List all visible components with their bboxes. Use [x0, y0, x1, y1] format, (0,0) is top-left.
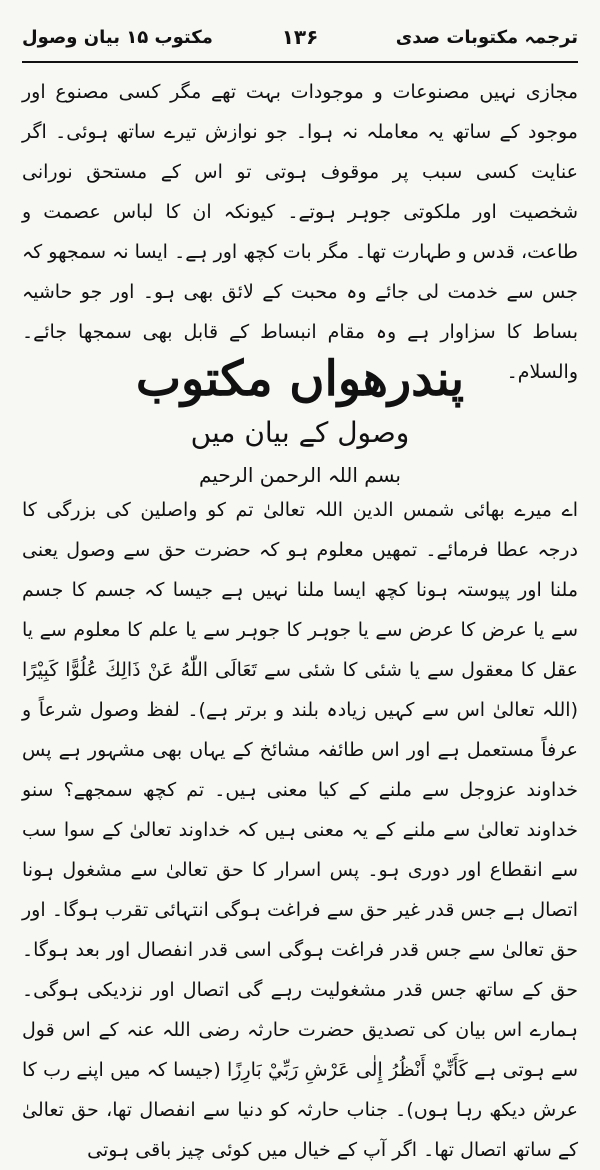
- header-rule: [22, 61, 578, 63]
- section-title: مکتوب ۱۵ بیان وصول: [22, 26, 213, 48]
- letter-subtitle: وصول کے بیان میں: [190, 416, 410, 449]
- letter-body: اے میرے بھائی شمس الدین اللہ تعالیٰ تم کو واصلین کی بزرگی کا درجہ عطا فرمائے۔ تمھیں معلوم ہو کہ حضرت حق سے وصول یعنی ملنا اور پیوستہ ہونا کچھ ایسا ملنا نہیں ہے جیسا کہ جسم کا جسم سے یا عرض کا عرض سے یا جوہر کا جوہر سے یا علم کا معلوم سے یا عقل کا معقول سے یا شئی کا شئی سے تَعَالَى اللّٰهُ عَنْ ذَالِكَ عُلُوًّا كَبِيْرًا (اللہ تعالیٰ اس سے کہیں زیادہ بلند و برتر ہے)۔ لفظ وصول شرعاً و عرفاً مستعمل ہے اور اس طائفہ مشائخ کے یہاں بھی مشہور ہے پس خداوند عزوجل سے ملنے کے کیا معنی ہیں۔ تم کچھ سمجھے؟ سنو خداوند تعالیٰ سے ملنے کے یہ معنی ہیں کہ خداوند تعالیٰ کے سوا سب سے انقطاع اور دوری ہو۔ پس اسرار کا حق تعالیٰ سے مشغول ہونا اتصال ہے جس قدر غیر حق سے فراغت ہوگی انتہائی تقرب ہوگا۔ اور حق تعالیٰ سے جس قدر فراغت ہوگی اسی قدر انفصال اور بعد ہوگا۔ حق کے ساتھ جس قدر مشغولیت رہے گی اتصال اور نزدیکی ہوگی۔ ہمارے اس بیان کی تصدیق حضرت حارثہ رضی اللہ عنہ کے اس قول سے ہوتی ہے کَأَنِّيْ أَنْظُرُ إِلٰى عَرْشِ رَبِّيْ بَارِزًا (جیسا کہ میں اپنے رب کا عرش دیکھ رہا ہوں)۔ جناب حارثہ کو دنیا سے انفصال تھا، حق تعالیٰ کے ساتھ اتصال تھا۔ اگر آپ کے خیال میں کوئی چیز باقی ہوتی: [22, 499, 578, 1161]
- page-header: [22, 18, 578, 56]
- bismillah: بسم اللہ الرحمن الرحیم: [198, 463, 401, 487]
- opening-paragraph: مجازی نہیں مصنوعات و موجودات بہت تھے مگر کسی مصنوع اور موجود کے ساتھ یہ معاملہ نہ ہوا۔ جو نوازش تیرے ساتھ ہوئی۔ اگر عنایت کسی سبب پر موقوف ہوتی تو اس کے مستحق نورانی شخصیت اور ملکوتی جوہر ہوتے۔ کیونکہ ان کا لباس عصمت و طاعت، قدس و طہارت تھا۔ مگر بات کچھ اور ہے۔ ایسا نہ سمجھو کہ جس سے خدمت لی جائے وہ محبت کے لائق بھی ہو۔ اور جو حاشیہ بساط کا سزاوار ہے وہ مقام انبساط کے قابل بھی سمجھا جائے۔ والسلام۔: [22, 81, 578, 383]
- book-title: ترجمہ مکتوبات صدی: [395, 26, 578, 48]
- letter-title: پندرھواں مکتوب: [135, 351, 465, 407]
- page-number: ۱۳۶: [281, 25, 319, 49]
